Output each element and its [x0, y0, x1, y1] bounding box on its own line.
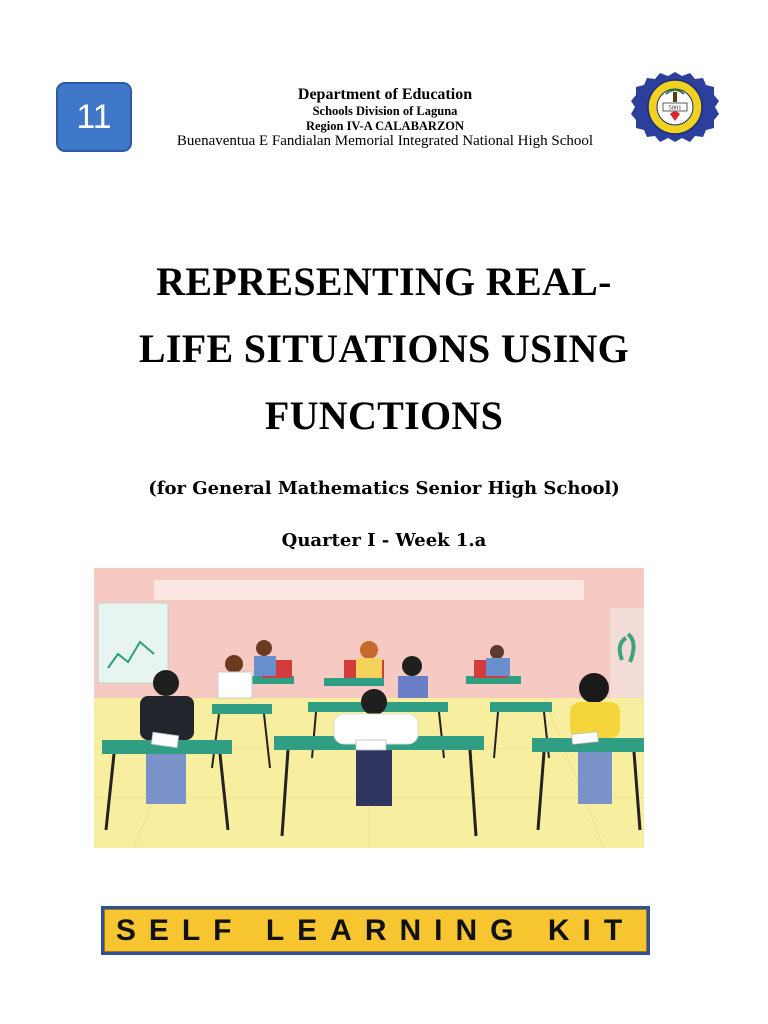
quarter-week-label: Quarter I - Week 1.a	[281, 530, 487, 551]
seal-number: 5001	[668, 104, 682, 112]
title-line-2: LIFE SITUATIONS USING	[138, 326, 630, 371]
title-line-3: FUNCTIONS	[264, 393, 504, 438]
school-seal-logo	[630, 70, 720, 144]
title-line-1: REPRESENTING REAL-	[156, 259, 612, 304]
grade-badge: 11	[56, 82, 132, 152]
document-title	[60, 248, 708, 449]
subject-subtitle: (for General Mathematics Senior High School)	[148, 478, 620, 499]
school-name: Buenaventua E Fandialan Memorial Integrated National High School	[176, 133, 594, 150]
division-name: Schools Division of Laguna	[312, 104, 458, 119]
self-learning-kit-banner: SELF LEARNING KIT	[101, 906, 650, 955]
region-name: Region IV-A CALABARZON	[305, 118, 465, 133]
classroom-exam-illustration	[94, 568, 644, 848]
school-header	[120, 86, 650, 150]
department-name: Department of Education	[297, 86, 473, 103]
